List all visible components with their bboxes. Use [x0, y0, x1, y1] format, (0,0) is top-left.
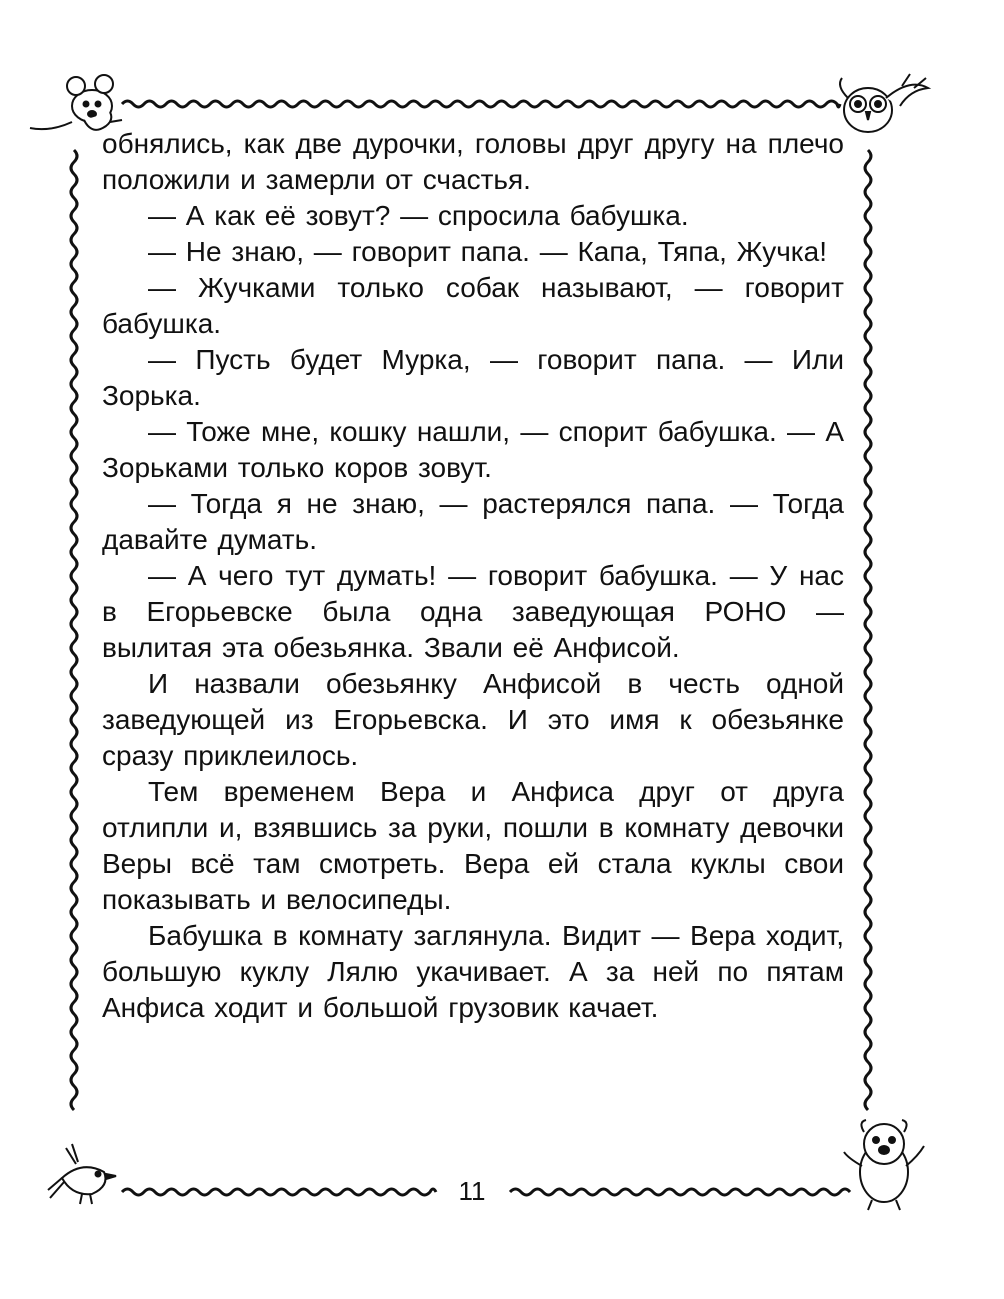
- paragraph: — Не знаю, — говорит папа. — Капа, Тяпа, Жучка!: [148, 236, 827, 267]
- bottom-wavy-line-left: [122, 1189, 436, 1195]
- page-number: 11: [458, 1176, 486, 1206]
- left-wavy-line: [71, 150, 77, 1110]
- paragraph: — Тоже мне, кошку нашли, — спорит бабушка. — А Зорьками только коров зовут.: [102, 416, 844, 483]
- paragraph: — Жучками только собак называют, — говорит бабушка.: [102, 272, 844, 339]
- paragraph: обнялись, как две дурочки, головы друг другу на плечо положили и замерли от счастья.: [102, 128, 844, 195]
- bird-icon: [48, 1144, 116, 1204]
- paragraph: Бабушка в комнату заглянула. Видит — Вера ходит, большую куклу Лялю укачивает. А за ней по пятам Анфиса ходит и большой грузовик качает.: [102, 920, 844, 1023]
- owl-icon: [840, 74, 928, 132]
- paragraph: — Тогда я не знаю, — растерялся папа. — Тогда давайте думать.: [102, 488, 844, 555]
- hamster-icon: [844, 1120, 924, 1210]
- right-wavy-line: [865, 150, 871, 1110]
- paragraph: И назвали обезьянку Анфисой в честь одной заведующей из Егорьевска. И это имя к обезьянке сразу приклеилось.: [102, 668, 844, 771]
- story-text: [102, 126, 844, 1026]
- paragraph: — Пусть будет Мурка, — говорит папа. — Или Зорька.: [102, 344, 844, 411]
- top-wavy-line: [122, 101, 840, 107]
- paragraph: — А как её зовут? — спросила бабушка.: [148, 200, 689, 231]
- mouse-icon: [30, 75, 122, 130]
- bottom-wavy-line-right: [510, 1189, 850, 1195]
- paragraph: — А чего тут думать! — говорит бабушка. — У нас в Егорьевске была одна заведующая РОНО — вылитая эта обезьянка. Звали её Анфисой.: [102, 560, 844, 663]
- paragraph: Тем временем Вера и Анфиса друг от друга отлипли и, взявшись за руки, пошли в комнату девочки Веры всё там смотреть. Вера ей стала куклы свои показывать и велосипеды.: [102, 776, 844, 915]
